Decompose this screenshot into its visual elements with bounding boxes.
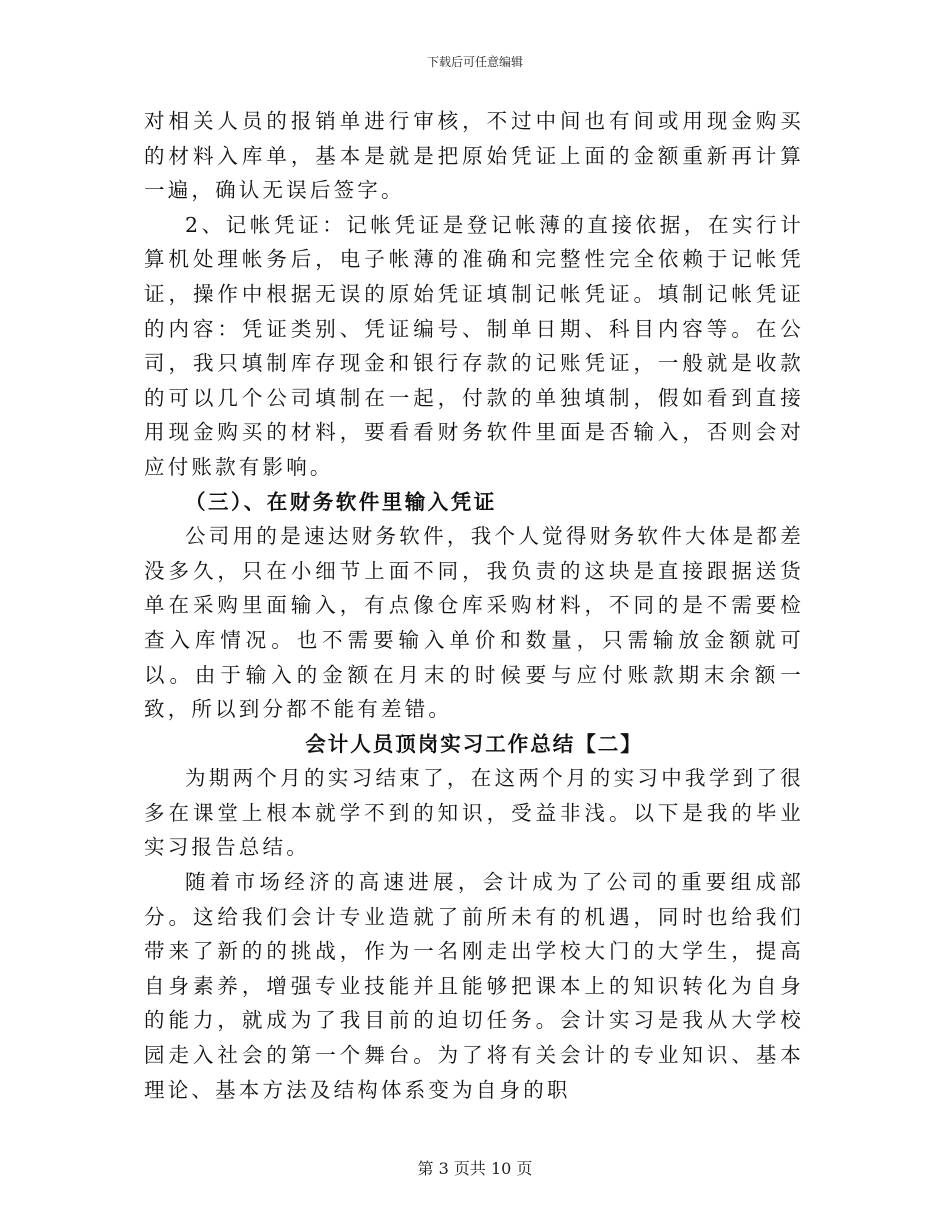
paragraph-intro: 为期两个月的实习结束了，在这两个月的实习中我学到了很多在课堂上根本就学不到的知识，受益非浅。以下是我的毕业实习报告总结。 — [144, 766, 804, 860]
page-footer: 第 3 页共 10 页 — [417, 1159, 533, 1178]
paragraph-software: 公司用的是速达财务软件，我个人觉得财务软件大体是都差没多久，只在小细节上面不同，我负责的这块是直接跟据送货单在采购里面输入，有点像仓库采购材料，不同的是不需要检查入库情况。也不需要输入单价和数量，只需输放金额就可以。由于输入的金额在月末的时候要与应付账款期末余额一致，所以到分都不能有差错。 — [144, 524, 804, 722]
article-title: 会计人员顶岗实习工作总结【二】 — [305, 731, 643, 756]
paragraph-continuation: 对相关人员的报销单进行审核，不过中间也有间或用现金购买的材料入库单，基本是就是把原始凭证上面的金额重新再计算一遍，确认无误后签字。 — [144, 109, 804, 203]
paragraph-market: 随着市场经济的高速进展，会计成为了公司的重要组成部分。这给我们会计专业造就了前所未有的机遇，同时也给我们带来了新的的挑战，作为一名刚走出学校大门的大学生，提高自身素养，增强专业技能并且能够把课本上的知识转化为自身的能力，就成为了我目前的迫切任务。会计实习是我从大学校园走入社会的第一个舞台。为了将有关会计的专业知识、基本理论、基本方法及结构体系变为自身的职 — [144, 870, 804, 1102]
page-header: 下载后可任意编辑 — [426, 55, 523, 69]
section-heading: （三）、在财务软件里输入凭证 — [185, 489, 497, 514]
paragraph-voucher: 2、记帐凭证：记帐凭证是登记帐薄的直接依据，在实行计算机处理帐务后，电子帐薄的准确和完整性完全依赖于记帐凭证，操作中根据无误的原始凭证填制记帐凭证。填制记帐凭证的内容：凭证类别、凭证编号、制单日期、科目内容等。在公司，我只填制库存现金和银行存款的记账凭证，一般就是收款的可以几个公司填制在一起，付款的单独填制，假如看到直接用现金购买的材料，要看看财务软件里面是否输入，否则会对应付账款有影响。 — [144, 212, 804, 479]
document-body — [144, 104, 804, 1107]
